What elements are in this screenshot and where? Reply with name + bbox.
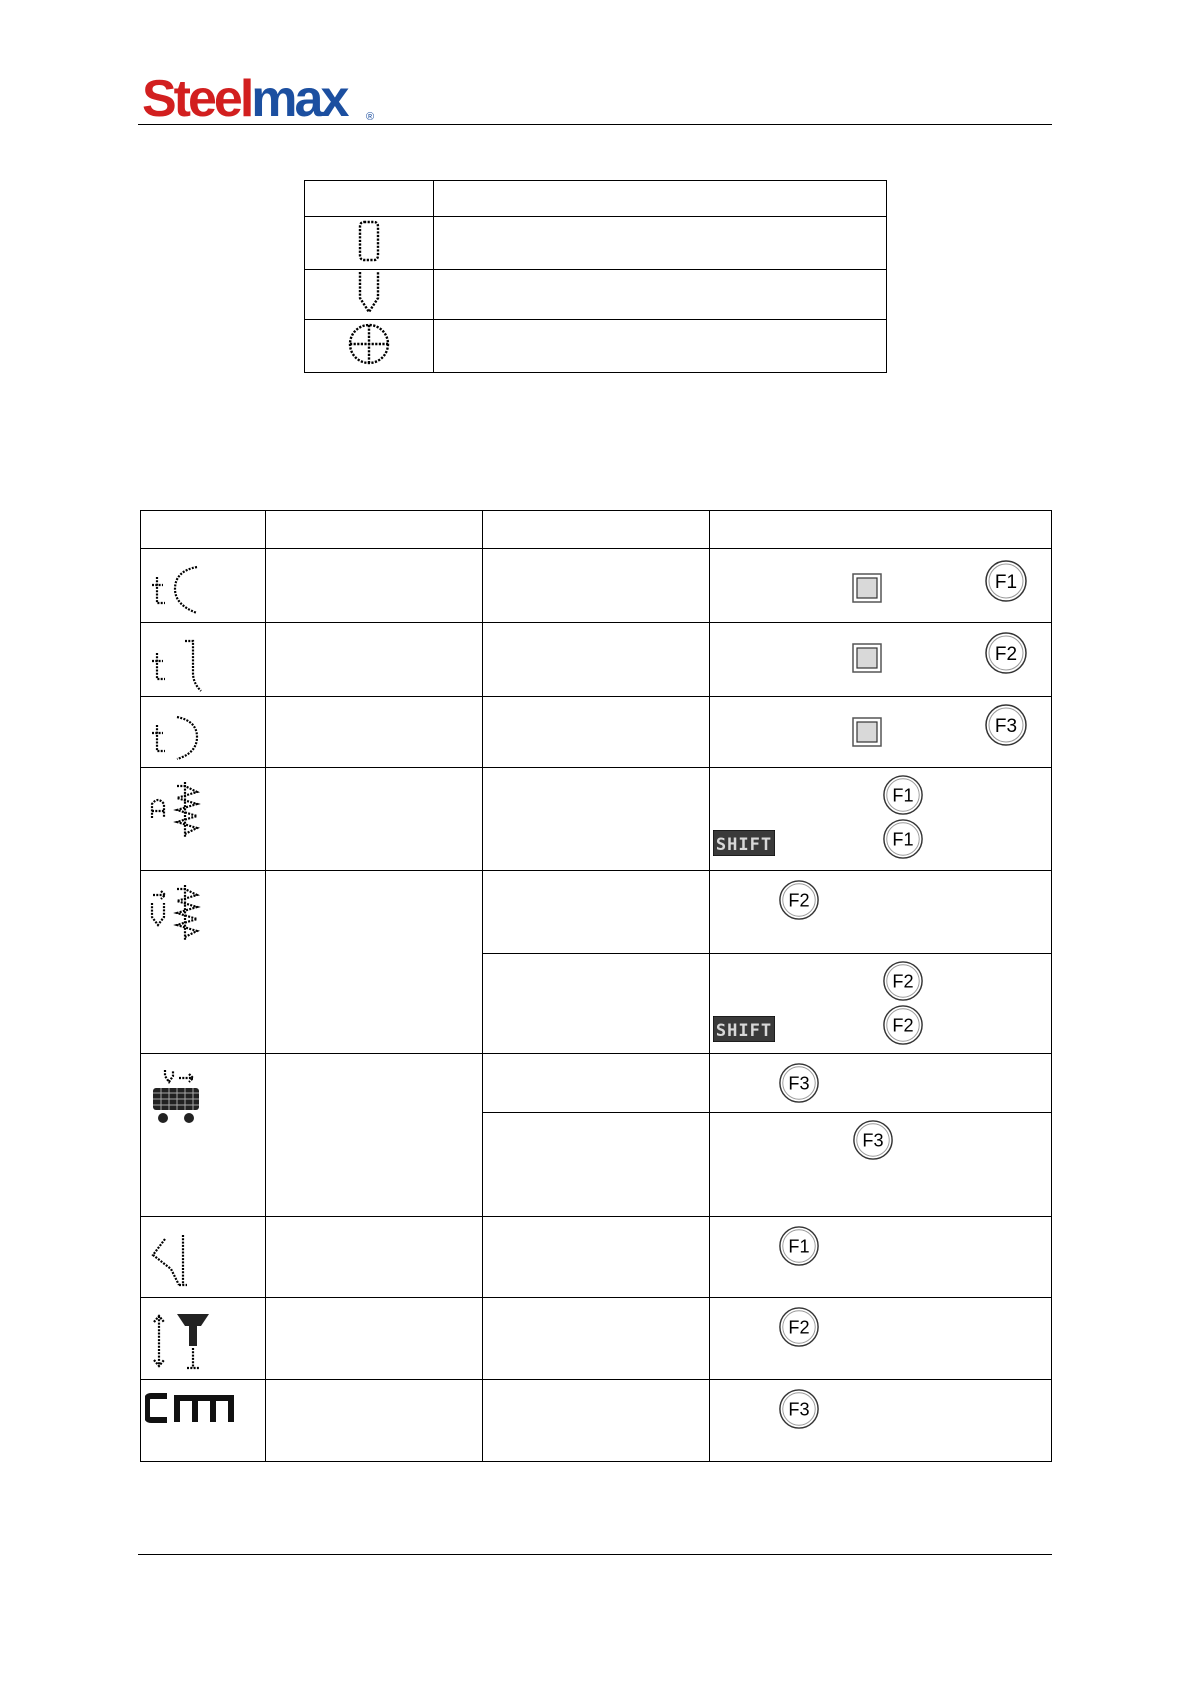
symbol-icon-cell — [141, 697, 266, 768]
lcd-crosshair-icon — [347, 322, 391, 366]
key-label: F3 — [788, 1073, 810, 1094]
symbol-function-cell — [266, 697, 483, 768]
legend-header-description-cell — [434, 181, 887, 217]
f1-key-icon[interactable] — [778, 1225, 820, 1272]
legend-symbol-cell — [305, 217, 434, 270]
key-label: F2 — [892, 971, 914, 992]
symbols-row — [141, 549, 1052, 623]
footer-divider — [138, 1554, 1052, 1555]
symbol-setting-cell — [483, 954, 710, 1054]
square-key-icon[interactable] — [852, 573, 882, 608]
symbols-header-setting-cell — [483, 511, 710, 549]
symbols-row — [141, 1054, 1052, 1113]
symbol-icon-cell — [141, 768, 266, 871]
symbols-row — [141, 1380, 1052, 1462]
symbol-function-cell — [266, 1217, 483, 1298]
lcd-cm-unit-icon — [145, 1388, 241, 1428]
key-label: F2 — [994, 644, 1018, 665]
f1-key-icon[interactable] — [882, 818, 924, 865]
lcd-v-icon — [357, 270, 381, 314]
square-key-icon[interactable] — [852, 717, 882, 752]
shift-key-icon[interactable] — [713, 1016, 775, 1047]
key-label: F1 — [994, 572, 1018, 593]
lcd-circle-icon — [357, 219, 381, 263]
symbol-setting-cell — [483, 768, 710, 871]
symbol-setting-cell — [483, 1054, 710, 1113]
svg-text:Steelmax: Steelmax — [142, 70, 347, 124]
f2-key-icon[interactable] — [778, 1306, 820, 1353]
f2-key-icon[interactable] — [882, 960, 924, 1007]
steelmax-logo — [140, 68, 380, 124]
symbols-header-row — [141, 511, 1052, 549]
symbol-setting-cell — [483, 1217, 710, 1298]
f1-key-icon[interactable] — [984, 559, 1028, 608]
symbol-setting-cell — [483, 549, 710, 623]
symbol-keys-cell — [710, 954, 1052, 1054]
symbols-row — [141, 623, 1052, 697]
symbol-keys-cell — [710, 549, 1052, 623]
lcd-carriage-v-arrow-icon — [149, 1064, 209, 1130]
lcd-torch-angle-icon — [149, 1227, 209, 1289]
f2-key-icon[interactable] — [984, 631, 1028, 680]
symbol-keys-cell — [710, 871, 1052, 954]
legend-symbol-cell — [305, 270, 434, 320]
symbol-setting-cell — [483, 1380, 710, 1462]
header-divider — [138, 124, 1052, 125]
legend-description-cell — [434, 270, 887, 320]
lcd-t-open-curve-icon — [149, 559, 209, 615]
symbols-header-function-cell — [266, 511, 483, 549]
f3-key-icon[interactable] — [852, 1119, 894, 1166]
key-label: F2 — [788, 1317, 810, 1338]
key-label: F1 — [892, 785, 914, 806]
symbol-keys-cell — [710, 1217, 1052, 1298]
symbol-keys-cell — [710, 1380, 1052, 1462]
symbols-header-icon-cell — [141, 511, 266, 549]
position-legend-table — [304, 180, 887, 373]
key-label: F2 — [788, 890, 810, 911]
key-label: F1 — [788, 1236, 810, 1257]
symbol-setting-cell — [483, 1298, 710, 1380]
symbol-keys-cell — [710, 623, 1052, 697]
symbol-keys-cell — [710, 1298, 1052, 1380]
symbols-row — [141, 697, 1052, 768]
symbols-row — [141, 1217, 1052, 1298]
shift-key-label: SHIFT — [715, 1021, 773, 1041]
lcd-t-close-curve-icon — [149, 707, 209, 763]
symbols-row — [141, 1298, 1052, 1380]
symbol-function-cell — [266, 1298, 483, 1380]
symbols-header-keys-cell — [710, 511, 1052, 549]
f3-key-icon[interactable] — [778, 1062, 820, 1109]
f2-key-icon[interactable] — [778, 879, 820, 926]
symbol-function-cell — [266, 871, 483, 1054]
symbol-setting-cell — [483, 1113, 710, 1217]
key-label: F3 — [862, 1130, 884, 1151]
symbol-keys-cell — [710, 768, 1052, 871]
lcd-v-arrow-zigzag-icon — [149, 881, 209, 945]
symbol-keys-cell — [710, 1113, 1052, 1217]
symbol-function-cell — [266, 549, 483, 623]
legend-header-symbol-cell — [305, 181, 434, 217]
symbol-function-cell — [266, 768, 483, 871]
symbol-setting-cell — [483, 623, 710, 697]
square-key-icon[interactable] — [852, 643, 882, 678]
key-label: F3 — [788, 1399, 810, 1420]
lcd-torch-height-icon — [149, 1308, 213, 1372]
function-symbols-table — [140, 510, 1052, 1462]
legend-row — [305, 320, 887, 373]
shift-key-icon[interactable] — [713, 830, 775, 861]
symbols-row — [141, 871, 1052, 954]
f3-key-icon[interactable] — [984, 703, 1028, 752]
legend-symbol-cell — [305, 320, 434, 373]
symbol-icon-cell — [141, 871, 266, 1054]
symbol-keys-cell — [710, 697, 1052, 768]
symbol-keys-cell — [710, 1054, 1052, 1113]
symbol-icon-cell — [141, 549, 266, 623]
symbol-icon-cell — [141, 623, 266, 697]
legend-description-cell — [434, 320, 887, 373]
legend-row — [305, 270, 887, 320]
key-label: F1 — [892, 829, 914, 850]
lcd-a-zigzag-icon — [149, 778, 209, 838]
symbol-setting-cell — [483, 697, 710, 768]
symbol-icon-cell — [141, 1217, 266, 1298]
symbol-setting-cell — [483, 871, 710, 954]
legend-row — [305, 217, 887, 270]
key-label: F2 — [892, 1015, 914, 1036]
f3-key-icon[interactable] — [778, 1388, 820, 1435]
lcd-t-step-down-icon — [149, 633, 209, 693]
legend-header-row — [305, 181, 887, 217]
key-label: F3 — [994, 716, 1018, 737]
symbols-row — [141, 768, 1052, 871]
symbol-icon-cell — [141, 1298, 266, 1380]
shift-key-label: SHIFT — [715, 835, 773, 855]
f2-key-icon[interactable] — [882, 1004, 924, 1051]
f1-key-icon[interactable] — [882, 774, 924, 821]
legend-description-cell — [434, 217, 887, 270]
symbol-function-cell — [266, 623, 483, 697]
svg-text:®: ® — [366, 111, 375, 123]
symbol-icon-cell — [141, 1054, 266, 1217]
symbol-icon-cell — [141, 1380, 266, 1462]
symbol-function-cell — [266, 1380, 483, 1462]
symbol-function-cell — [266, 1054, 483, 1217]
